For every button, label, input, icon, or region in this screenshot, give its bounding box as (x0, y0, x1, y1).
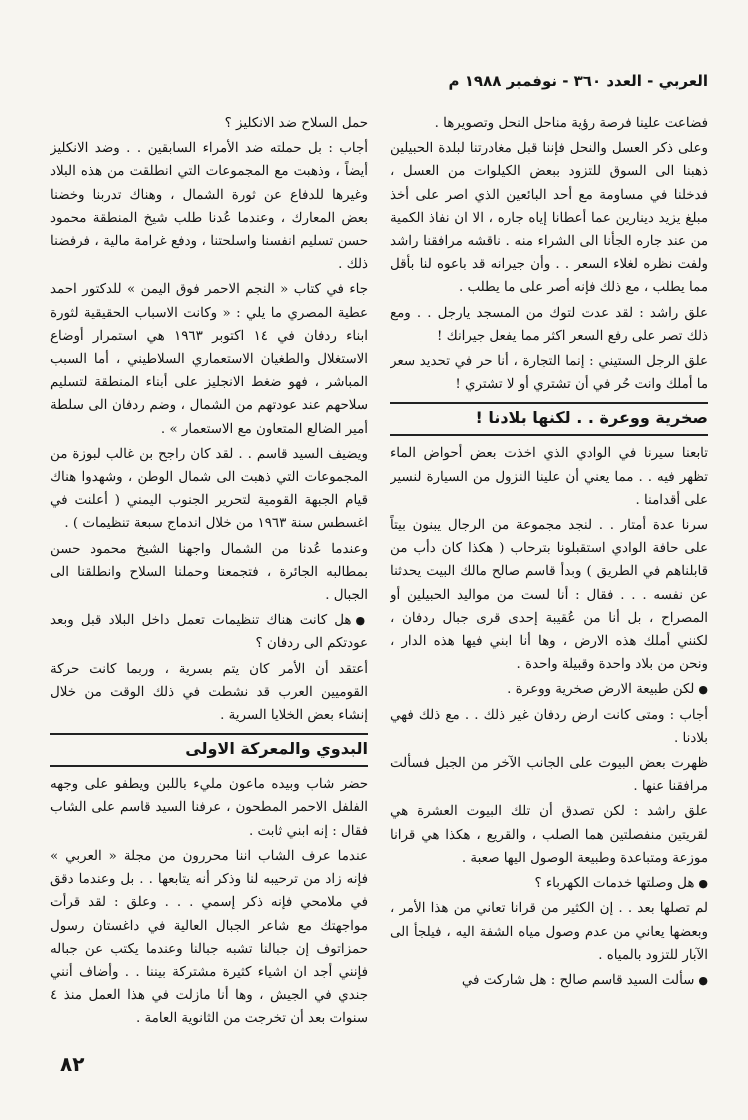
paragraph: لم تصلها بعد . . إن الكثير من قرانا تعاني من هذا الأمر ، وبعضها يعاني من عدم وصول مياه الشفة اليه ، فيلجأ الى الآبار للتزود بالمياه . (390, 901, 708, 963)
interview-question: ● سألت السيد قاسم صالح : هل شاركت في (390, 969, 708, 992)
paragraph: وعلى ذكر العسل والنحل فإننا قبل مغادرتنا لبلدة الحبيلين ذهبنا الى السوق للتزود ببعض الكيلوات من العسل ، فدخلنا في مساومة مع أحد البائعين الذي اصر على أخذ مبلغ يزيد دينارين عما أعطانا إياه جاره ، الا ان نفاذ الكمية من عند جاره الجأنا الى الشراء منه . ناقشه مرافقنا راشد ولفت نظره لغلاء السعر . . وأن جيرانه قد باعوه لنا بأقل مما يطلب ، مع ذلك فإنه أصر على ما يطلب . (390, 141, 708, 296)
right-column (390, 112, 708, 1052)
paragraph: علق الرجل الستيني : إنما التجارة ، أنا حر في تحديد سعر ما أملك وانت حُر في أن تشتري أو لا تشتري ! (390, 354, 708, 393)
paragraph: حضر شاب وبيده ماعون مليء باللبن ويطفو على وجهه الفلفل الاحمر المطحون ، عرفنا السيد قاسم على الشاب فقال : إنه ابني ثابت . (50, 777, 368, 839)
interview-question: ● لكن طبيعة الارض صخرية ووعرة . (390, 678, 708, 701)
paragraph: تابعنا سيرنا في الوادي الذي اخذت بعض أحواض الماء تظهر فيه . . مما يعني أن علينا النزول من السيارة لنسير على أقدامنا . (390, 446, 708, 508)
paragraph: علق راشد : لكن تصدق أن تلك البيوت العشرة هي لقريتين منفصلتين هما الصلب ، والقريع ، هكذا هي قرانا موزعة ومتباعدة وطبيعة الوصول اليها صعبة . (390, 804, 708, 866)
interview-question: ● هل وصلتها خدمات الكهرباء ؟ (390, 872, 708, 895)
paragraph: ظهرت بعض البيوت على الجانب الآخر من الجبل فسألت مرافقنا عنها . (390, 756, 708, 795)
paragraph: فضاعت علينا فرصة رؤية مناحل النحل وتصويرها . (434, 116, 708, 131)
interview-question: ● هل كانت هناك تنظيمات تعمل داخل البلاد قبل وبعد عودتكم الى ردفان ؟ (50, 609, 368, 655)
paragraph: أجاب : ومتى كانت ارض ردفان غير ذلك . . مع ذلك فهي بلادنا . (390, 707, 708, 746)
paragraph: أعتقد أن الأمر كان يتم بسرية ، وربما كانت حركة القوميين العرب قد نشطت في ذلك الوقت من خلال إنشاء بعض الخلايا السرية . (50, 661, 368, 724)
paragraph: وعندما عُدنا من الشمال واجهنا الشيخ محمود حسن بمطالبه الجائرة ، فتجمعنا وحملنا السلاح وانطلقنا الى الجبال . (50, 541, 368, 604)
section-subheading: صخرية ووعرة . . لكنها بلادنا ! (390, 402, 708, 436)
left-column (50, 112, 368, 1052)
paragraph: علق راشد : لقد عدت لتوك من المسجد يارجل . . ومع ذلك تصر على رفع السعر اكثر مما يفعل جيرانك ! (390, 305, 708, 344)
paragraph: أجاب : بل حملته ضد الأمراء السابقين . . وضد الانكليز أيضاً ، وذهبت مع المجموعات التي انطلقت من هذه البلاد وغيرها للدفاع عن ثورة الشمال ، وهناك تدربنا وخضنا بعض المعارك ، وعندما عُدنا طلب شيخ المنطقة محمود حسن تسليم انفسنا واسلحتنا ، ودفع غرامة مالية ، فرفضنا ذلك . (50, 141, 368, 273)
paragraph: حمل السلاح ضد الانكليز ؟ (224, 116, 368, 131)
issue-header: العربي - العدد ٣٦٠ - نوفمبر ١٩٨٨ م (448, 72, 708, 90)
section-subheading: البدوي والمعركة الاولى (50, 733, 368, 767)
page-number: ٨٢ (60, 1052, 85, 1076)
paragraph: جاء في كتاب « النجم الاحمر فوق اليمن » للدكتور احمد عطية المصري ما يلي : « وكانت الاسباب الحقيقية لثورة ابناء ردفان في ١٤ اكتوبر ١٩٦٣ هي استمرار أوضاع الاستغلال والطغيان الاستعماري السلاطيني ، أما السبب المباشر ، فهو ضغط الانجليز على أبناء المنطقة لتسليم سلاحهم عند عودتهم من الشمال ، وضم ردفان الى سلطة أمير الضالع المتعاون مع الاستعمار » . (50, 282, 368, 437)
paragraph: عندما عرف الشاب اننا محررون من مجلة « العربي » فإنه زاد من ترحيبه لنا وذكر أنه يتابعها . . بل وعندما دقق في ملامحي فإنه ذكر إسمي . . . وعلق : لقد قرأت مواجهتك مع شاعر الجبال العالية في داغستان رسول حمزاتوف إن جبالنا تشبه جبالنا وعندما يكتب عن جباله فإنني أجد ان اشياء كثيرة مشتركة بيننا . . وأضاف أنني جندي في الجيش ، وها أنا مازلت في هذا العمل منذ ٤ سنوات بعد أن تخرجت من الثانوية العامة . (50, 848, 368, 1027)
paragraph: سرنا عدة أمتار . . لنجد مجموعة من الرجال يبنون بيتاً على حافة الوادي استقبلونا بترحاب ( هكذا كان دأب من قابلناهم في الطريق ) وبدأ قاسم صالح مالك البيت يحدثنا عن نفسه . . . فقال : أنا لست من مواليد الحبيلين أو المصراح ، بل أنا من عُقيبة إحدى قرى جبال ردفان ، لكنني أملك هذه الارض ، وها أنا ابني فيها هذه الدار ، ونحن من بلاد واحدة وقبيلة واحدة . (390, 518, 708, 673)
paragraph: ويضيف السيد قاسم . . لقد كان راجح بن غالب لبوزة من المجموعات التي ذهبت الى شمال الوطن ، وشهدوا هناك قيام الجبهة القومية لتحرير الجنوب اليمني ( أعلنت في اغسطس سنة ١٩٦٣ من خلال اندماج سبعة تنظيمات ) . (50, 446, 368, 532)
